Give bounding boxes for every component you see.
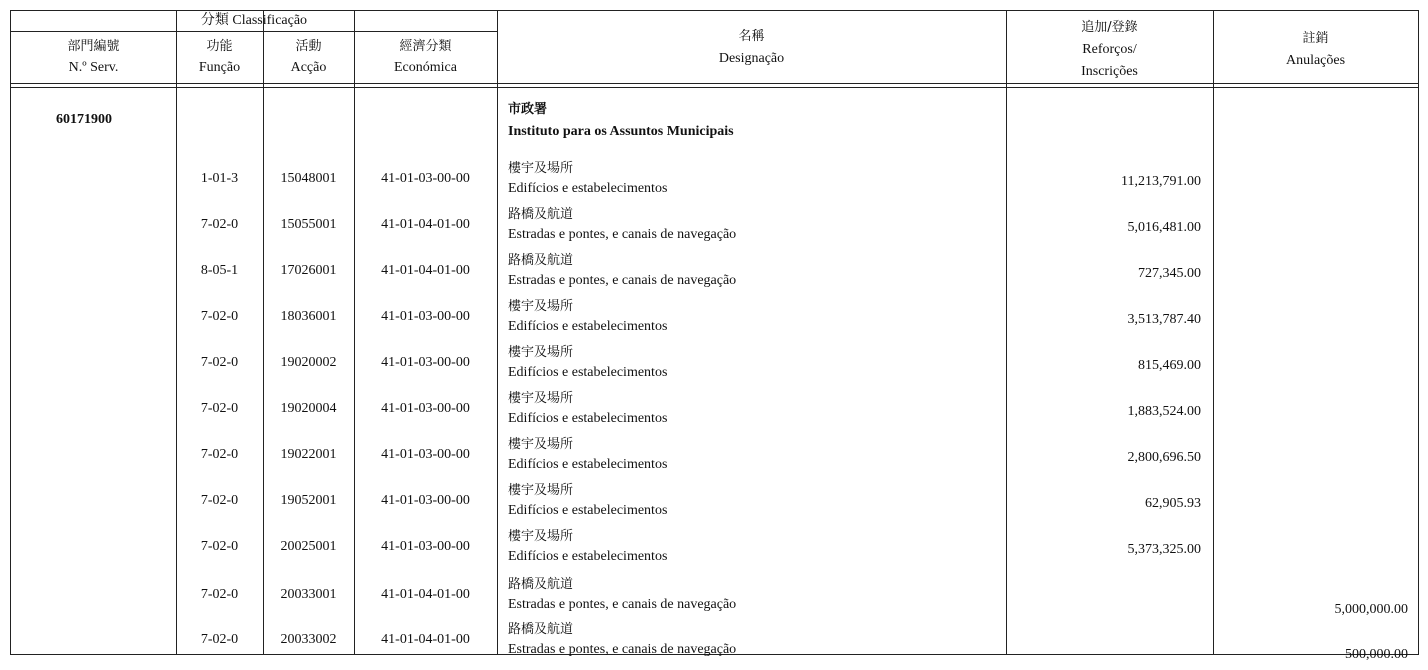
- cell-desc-zh: 路橋及航道: [508, 207, 574, 222]
- cell-economica: 41-01-03-00-00: [381, 539, 470, 554]
- header-accao-pt: Acção: [290, 60, 327, 75]
- header-reforcos-pt1: Reforços/: [1082, 42, 1137, 57]
- cell-desc-zh: 樓宇及場所: [508, 345, 574, 360]
- header-anulacoes-zh: 註銷: [1302, 31, 1329, 46]
- cell-desc-pt: Edifícios e estabelecimentos: [508, 319, 668, 334]
- cell-desc-pt: Estradas e pontes, e canais de navegação: [508, 273, 737, 288]
- cell-economica: 41-01-03-00-00: [381, 355, 470, 370]
- cell-accao: 20033001: [280, 587, 337, 602]
- header-anulacoes-pt: Anulações: [1285, 53, 1346, 68]
- cell-reforco: 727,345.00: [1138, 266, 1201, 281]
- department-name-zh: 市政署: [508, 102, 548, 117]
- cell-desc-pt: Edifícios e estabelecimentos: [508, 549, 668, 564]
- cell-desc-zh: 樓宇及場所: [508, 161, 574, 176]
- header-economica-zh: 經濟分類: [399, 39, 452, 54]
- header-servico-zh: 部門編號: [67, 39, 120, 54]
- cell-desc-pt: Edifícios e estabelecimentos: [508, 411, 668, 426]
- cell-desc-pt: Estradas e pontes, e canais de navegação: [508, 597, 737, 612]
- cell-reforco: 815,469.00: [1138, 358, 1201, 373]
- department-name-pt: Instituto para os Assuntos Municipais: [508, 124, 734, 139]
- cell-funcao: 7-02-0: [200, 355, 239, 370]
- cell-desc-zh: 路橋及航道: [508, 622, 574, 637]
- column-divider: [1213, 11, 1214, 654]
- cell-accao: 20025001: [280, 539, 337, 554]
- header-subdivider: [11, 31, 497, 32]
- cell-funcao: 7-02-0: [200, 539, 239, 554]
- cell-economica: 41-01-03-00-00: [381, 447, 470, 462]
- header-accao-zh: 活動: [295, 39, 322, 54]
- cell-anulacao: 5,000,000.00: [1334, 602, 1408, 617]
- header-designacao-pt: Designação: [718, 51, 785, 66]
- column-divider: [176, 11, 177, 654]
- cell-accao: 19020002: [280, 355, 337, 370]
- cell-funcao: 7-02-0: [200, 217, 239, 232]
- cell-desc-zh: 樓宇及場所: [508, 437, 574, 452]
- cell-funcao: 8-05-1: [200, 263, 239, 278]
- cell-desc-zh: 樓宇及場所: [508, 391, 574, 406]
- header-reforcos-zh: 追加/登錄: [1081, 20, 1138, 35]
- column-divider: [497, 11, 498, 654]
- header-reforcos-pt2: Inscrições: [1081, 64, 1138, 79]
- cell-funcao: 7-02-0: [200, 493, 239, 508]
- cell-accao: 18036001: [280, 309, 337, 324]
- column-divider: [263, 11, 264, 654]
- cell-funcao: 7-02-0: [200, 447, 239, 462]
- cell-desc-pt: Edifícios e estabelecimentos: [508, 503, 668, 518]
- header-designacao-zh: 名稱: [738, 29, 765, 44]
- budget-table: [10, 10, 1419, 662]
- cell-desc-zh: 路橋及航道: [508, 253, 574, 268]
- cell-reforco: 3,513,787.40: [1127, 312, 1201, 327]
- cell-desc-zh: 樓宇及場所: [508, 483, 574, 498]
- header-classificacao: 分類 Classificação: [200, 13, 308, 28]
- header-bottom-line: [11, 83, 1418, 84]
- cell-funcao: 7-02-0: [200, 587, 239, 602]
- header-servico-pt: N.º Serv.: [68, 60, 119, 75]
- cell-reforco: 11,213,791.00: [1121, 174, 1201, 189]
- header-bottom-line-double: [11, 87, 1418, 88]
- cell-anulacao: 500,000.00: [1345, 647, 1408, 662]
- cell-accao: 19052001: [280, 493, 337, 508]
- cell-accao: 20033002: [280, 632, 337, 647]
- column-divider: [354, 11, 355, 654]
- cell-funcao: 7-02-0: [200, 632, 239, 647]
- cell-economica: 41-01-04-01-00: [381, 587, 470, 602]
- cell-economica: 41-01-03-00-00: [381, 493, 470, 508]
- cell-accao: 15055001: [280, 217, 337, 232]
- cell-desc-pt: Edifícios e estabelecimentos: [508, 181, 668, 196]
- cell-desc-pt: Edifícios e estabelecimentos: [508, 457, 668, 472]
- cell-economica: 41-01-04-01-00: [381, 632, 470, 647]
- cell-economica: 41-01-03-00-00: [381, 171, 470, 186]
- header-economica-pt: Económica: [394, 60, 457, 75]
- cell-desc-zh: 樓宇及場所: [508, 529, 574, 544]
- cell-desc-zh: 樓宇及場所: [508, 299, 574, 314]
- cell-economica: 41-01-03-00-00: [381, 309, 470, 324]
- cell-economica: 41-01-04-01-00: [381, 263, 470, 278]
- cell-reforco: 5,373,325.00: [1127, 542, 1201, 557]
- cell-funcao: 7-02-0: [200, 401, 239, 416]
- cell-reforco: 1,883,524.00: [1127, 404, 1201, 419]
- cell-economica: 41-01-04-01-00: [381, 217, 470, 232]
- cell-accao: 15048001: [280, 171, 337, 186]
- cell-desc-zh: 路橋及航道: [508, 577, 574, 592]
- cell-reforco: 62,905.93: [1145, 496, 1201, 511]
- header-funcao-pt: Função: [198, 60, 241, 75]
- header-funcao-zh: 功能: [206, 39, 233, 54]
- cell-reforco: 2,800,696.50: [1127, 450, 1201, 465]
- cell-funcao: 7-02-0: [200, 309, 239, 324]
- cell-economica: 41-01-03-00-00: [381, 401, 470, 416]
- cell-desc-pt: Edifícios e estabelecimentos: [508, 365, 668, 380]
- cell-reforco: 5,016,481.00: [1127, 220, 1201, 235]
- cell-desc-pt: Estradas e pontes, e canais de navegação: [508, 642, 737, 657]
- cell-funcao: 1-01-3: [200, 171, 239, 186]
- cell-accao: 19020004: [280, 401, 337, 416]
- cell-accao: 17026001: [280, 263, 337, 278]
- cell-desc-pt: Estradas e pontes, e canais de navegação: [508, 227, 737, 242]
- cell-accao: 19022001: [280, 447, 337, 462]
- department-code: 60171900: [56, 112, 112, 127]
